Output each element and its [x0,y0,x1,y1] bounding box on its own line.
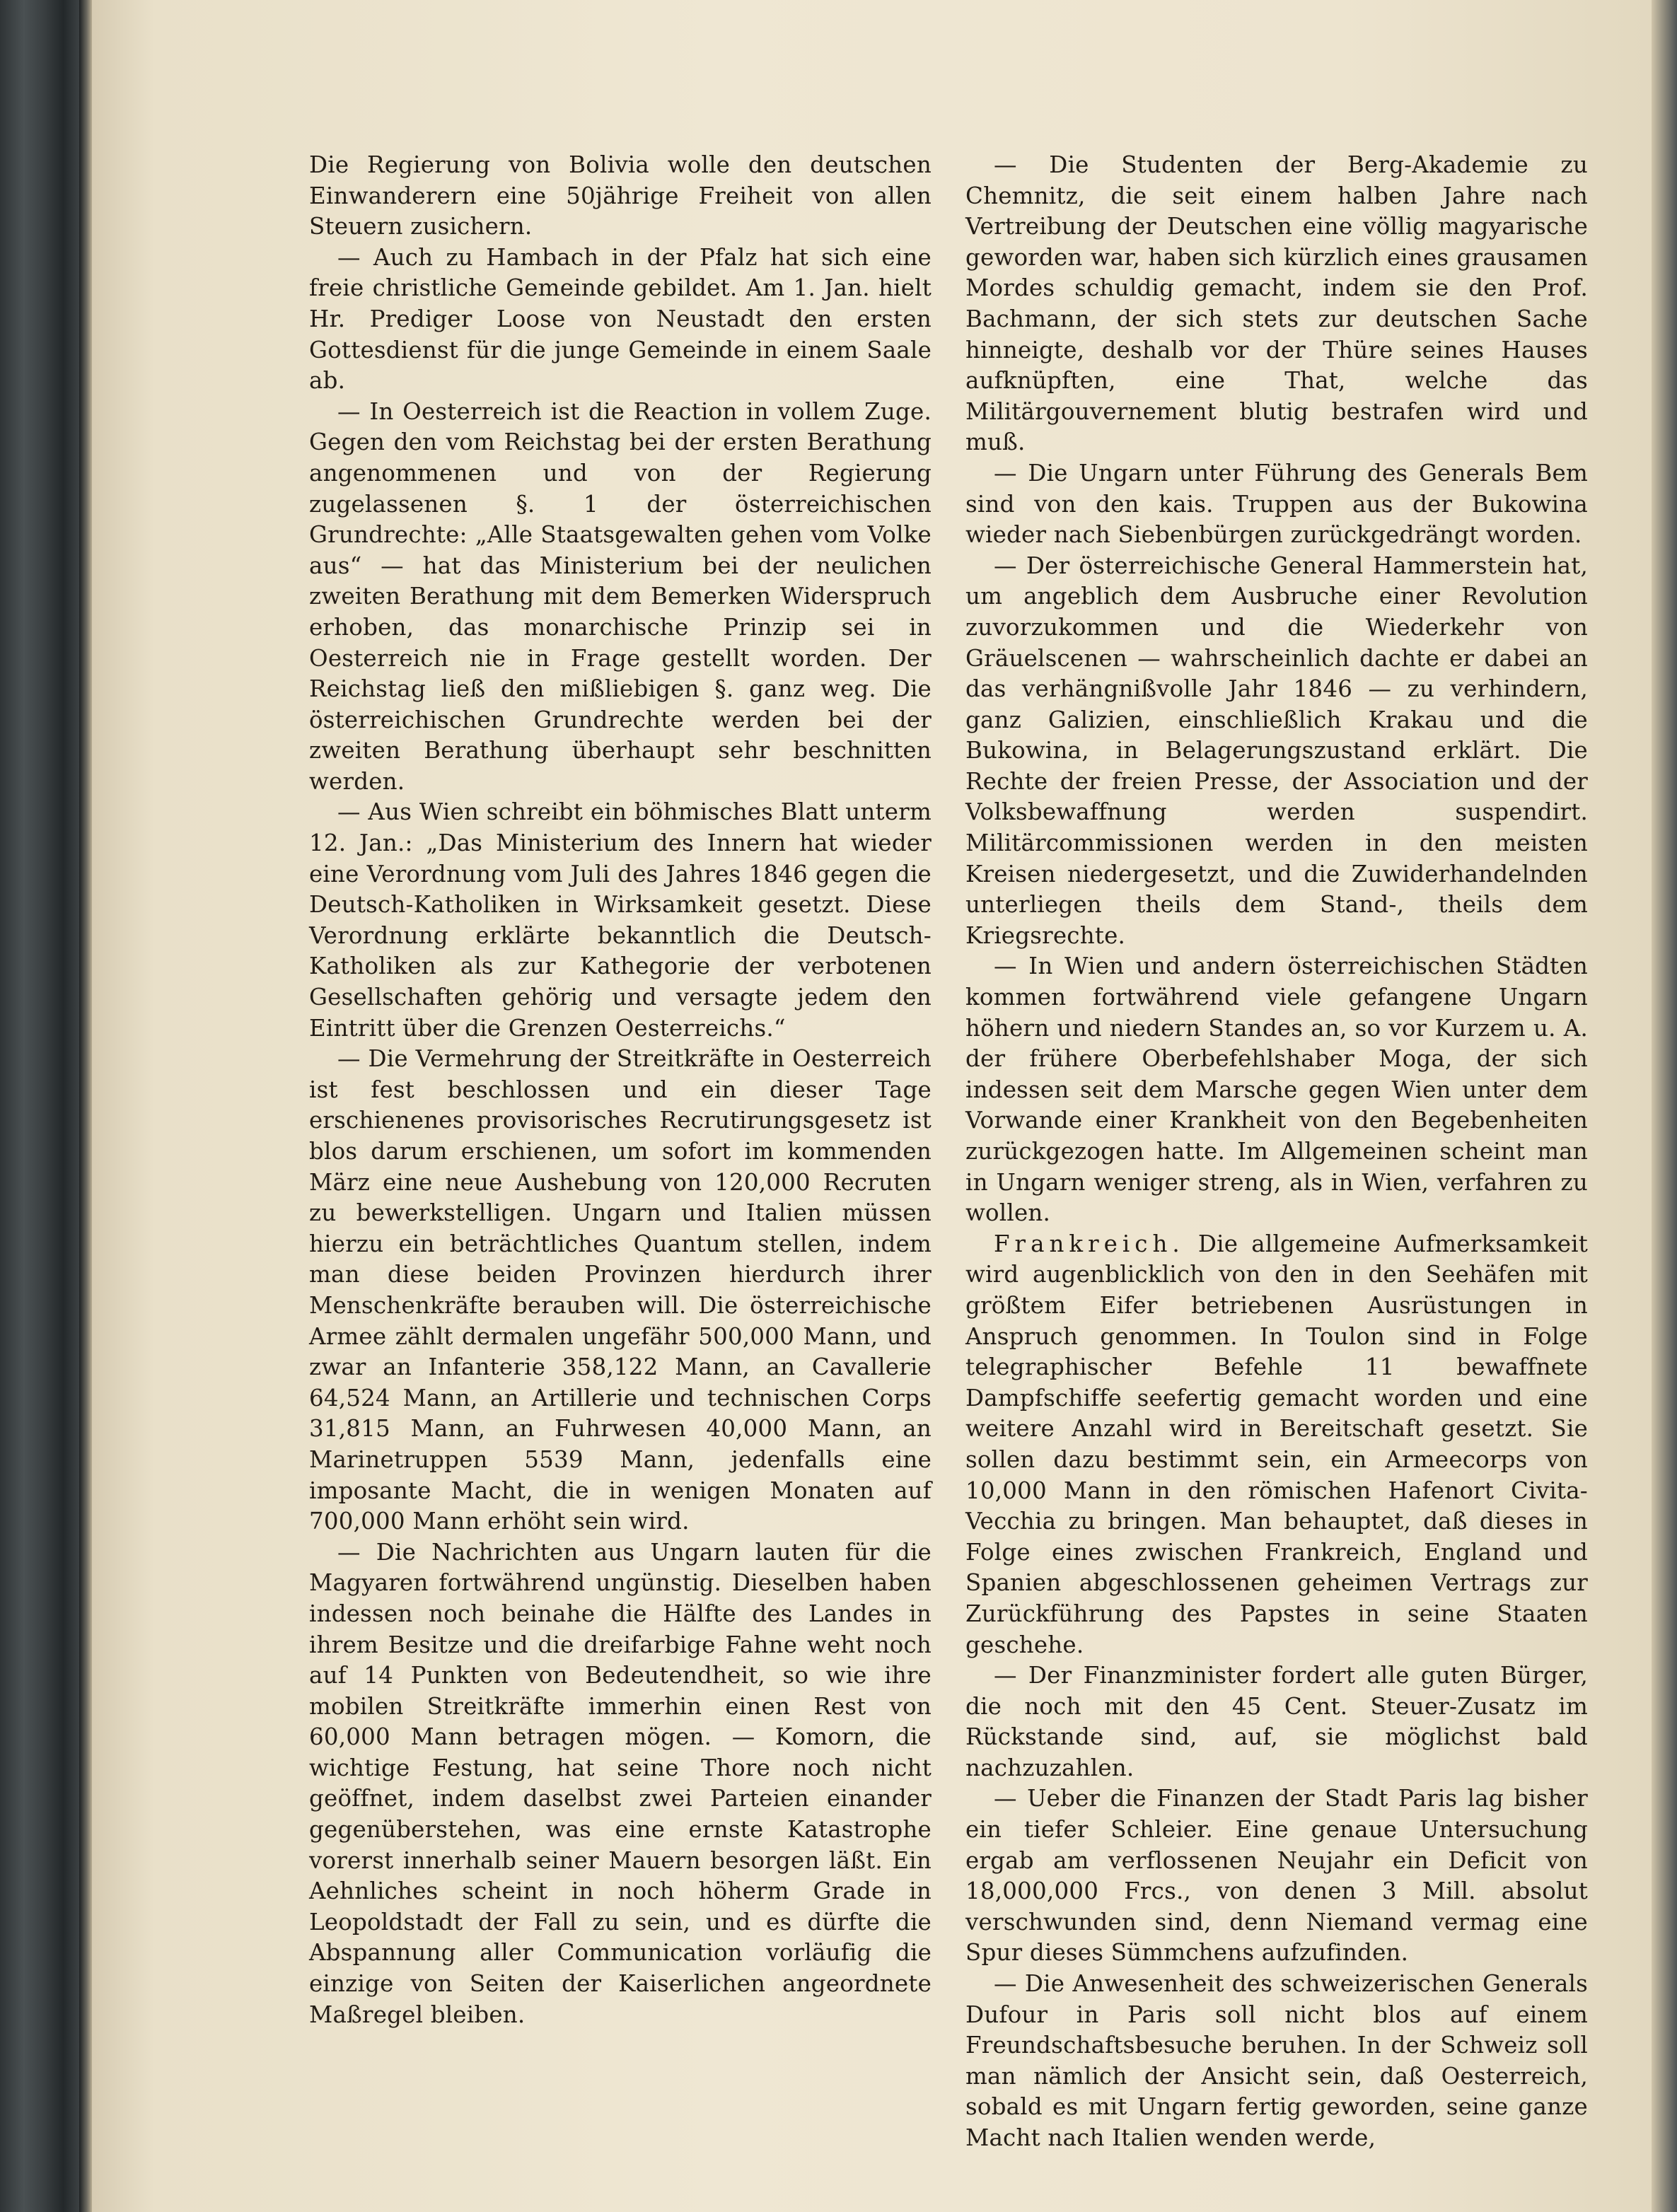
paragraph-dufour: — Die Anwesenheit des schweizerischen Generals Dufour in Paris soll nicht blos auf einem Freundschaftsbesuche beruhen. In der Schweiz soll man nämlich der Ansicht sein, daß Oesterreich, sobald es mit Ungarn fertig geworden, seine ganze Macht nach Italien wenden werde, [965,1970,1588,2151]
paragraph-hammerstein: — Der österreichische General Hammerstein hat, um angeblich dem Ausbruche einer Revolution zuvorzukommen und die Wiederkehr von Gräuelscenen — wahrscheinlich dachte er dabei an das verhängnißvolle Jahr 1846 — zu verhindern, ganz Galizien, einschließlich Krakau und die Bukowina, in Belagerungszustand erklärt. Die Rechte der freien Presse, der Association und der Volksbewaffnung werden suspendirt. Militärcommissionen werden in den meisten Kreisen niedergesetzt, und die Zuwiderhandelnden unterliegen theils dem Stand-, theils dem Kriegsrechte. [965,552,1588,949]
paragraph-frankreich-text: Die allgemeine Aufmerksamkeit wird augenblicklich von den in den Seehäfen mit größtem Eifer betriebenen Ausrüstungen in Anspruch genommen. In Toulon sind in Folge telegraphischer Befehle 11 bewaffnete Dampfschiffe seefertig gemacht worden und eine weitere Anzahl wird in Bereitschaft gesetzt. Sie sollen dazu bestimmt sein, ein Armeecorps von 10,000 Mann in den römischen Hafenort Civita-Vecchia zu bringen. Man behauptet, daß dieses in Folge eines zwischen Frankreich, England und Spanien abgeschlossenen geheimen Vertrags zur Zurückführung des Papstes in seine Staaten geschehe. [965,1230,1588,1658]
right-column [965,150,1588,2154]
paragraph-reaction-oesterreich: — In Oesterreich ist die Reaction in vollem Zuge. Gegen den vom Reichstag bei der ersten Berathung angenommenen und von der Regierung zugelassenen §. 1 der österreichischen Grundrechte: „Alle Staatsgewalten gehen vom Volke aus“ — hat das Ministerium bei der neulichen zweiten Berathung mit dem Bemerken Widerspruch erhoben, das monarchische Prinzip sei in Oesterreich nie in Frage gestellt worden. Der Reichstag ließ den mißliebigen §. ganz weg. Die österreichischen Grundrechte werden bei der zweiten Berathung überhaupt sehr beschnitten werden. [309,397,932,795]
paragraph-frankreich [965,1229,1588,1660]
paragraph-streitkraefte: — Die Vermehrung der Streitkräfte in Oesterreich ist fest beschlossen und ein dieser Tage erschienenes provisorisches Recrutirungsgesetz ist blos darum erschienen, um sofort im kommenden März eine neue Aushebung von 120,000 Recruten zu bewerkstelligen. Ungarn und Italien müssen hierzu ein beträchtliches Quantum stellen, indem man diese beiden Provinzen hierdurch ihrer Menschenkräfte berauben will. Die österreichische Armee zählt dermalen ungefähr 500,000 Mann, und zwar an Infanterie 358,122 Mann, an Cavallerie 64,524 Mann, an Artillerie und technischen Corps 31,815 Mann, an Fuhrwesen 40,000 Mann, an Marinetruppen 5539 Mann, jedenfalls eine imposante Macht, die in wenigen Monaten auf 700,000 Mann erhöht sein wird. [309,1045,932,1535]
paragraph-wien-verordnung: — Aus Wien schreibt ein böhmisches Blatt unterm 12. Jan.: „Das Ministerium des Innern hat wieder eine Verordnung vom Juli des Jahres 1846 gegen die Deutsch-Katholiken in Wirksamkeit gesetzt. Diese Verordnung erklärte bekanntlich die Deutsch-Katholiken als zur Kathegorie der verbotenen Gesellschaften gehörig und versagte jedem den Eintritt über die Grenzen Oesterreichs.“ [309,798,932,1042]
paragraph-finanzminister: — Der Finanzminister fordert alle guten Bürger, die noch mit den 45 Cent. Steuer-Zusatz im Rückstande sind, auf, sie möglichst bald nachzuzahlen. [965,1662,1588,1781]
page-edge-shadow [1652,0,1677,2212]
paragraph-hambach: — Auch zu Hambach in der Pfalz hat sich eine freie christliche Gemeinde gebildet. Am 1. Jan. hielt Hr. Prediger Loose von Neustadt den ersten Gottesdienst für die junge Gemeinde in einem Saale ab. [309,243,932,395]
paragraph-bem: — Die Ungarn unter Führung des Generals Bem sind von den kais. Truppen aus der Bukowina wieder nach Siebenbürgen zurückgedrängt worden. [965,459,1588,549]
section-heading-frankreich: Frankreich. [994,1230,1185,1257]
paragraph-bolivia: Die Regierung von Bolivia wolle den deutschen Einwanderern eine 50jährige Freiheit von allen Steuern zusichern. [309,151,932,240]
paragraph-gefangene-ungarn: — In Wien und andern österreichischen Städten kommen fortwährend viele gefangene Ungarn höhern und niedern Standes an, so vor Kurzem u. A. der frühere Oberbefehlshaber Moga, der sich indessen seit dem Marsche gegen Wien unter dem Vorwande einer Krankheit von den Begebenheiten zurückgezogen hatte. Im Allgemeinen scheint man in Ungarn weniger streng, als in Wien, verfahren zu wollen. [965,953,1588,1227]
paragraph-studenten: — Die Studenten der Berg-Akademie zu Chemnitz, die seit einem halben Jahre nach Vertreibung der Deutschen eine völlig magyarische geworden war, haben sich kürzlich eines grausamen Mordes schuldig gemacht, indem sie den Prof. Bachmann, der sich stets zur deutschen Sache hinneigte, deshalb vor der Thüre seines Hauses aufknüpften, eine That, welche das Militärgouvernement blutig bestrafen wird und muß. [965,151,1588,456]
book-binding [0,0,79,2212]
left-column [309,150,932,2030]
binding-edge [79,0,92,2212]
paragraph-nachrichten-ungarn: — Die Nachrichten aus Ungarn lauten für die Magyaren fortwährend ungünstig. Dieselben haben indessen noch beinahe die Hälfte des Landes in ihrem Besitze und die dreifarbige Fahne weht noch auf 14 Punkten von Bedeutendheit, so wie ihre mobilen Streitkräfte immerhin einen Rest von 60,000 Mann betragen mögen. — Komorn, die wichtige Festung, hat seine Thore noch nicht geöffnet, indem daselbst zwei Parteien einander gegenüberstehen, was eine ernste Katastrophe vorerst innerhalb seiner Mauern besorgen läßt. Ein Aehnliches scheint in noch höherm Grade in Leopoldstadt der Fall zu sein, und es dürfte die Abspannung aller Communication vorläufig die einzige von Seiten der Kaiserlichen angeordnete Maßregel bleiben. [309,1538,932,2028]
paragraph-finanzen-paris: — Ueber die Finanzen der Stadt Paris lag bisher ein tiefer Schleier. Eine genaue Untersuchung ergab am verflossenen Neujahr ein Deficit von 18,000,000 Frcs., von denen 3 Mill. absolut verschwunden sind, denn Niemand vermag eine Spur dieses Sümmchens aufzufinden. [965,1785,1588,1967]
